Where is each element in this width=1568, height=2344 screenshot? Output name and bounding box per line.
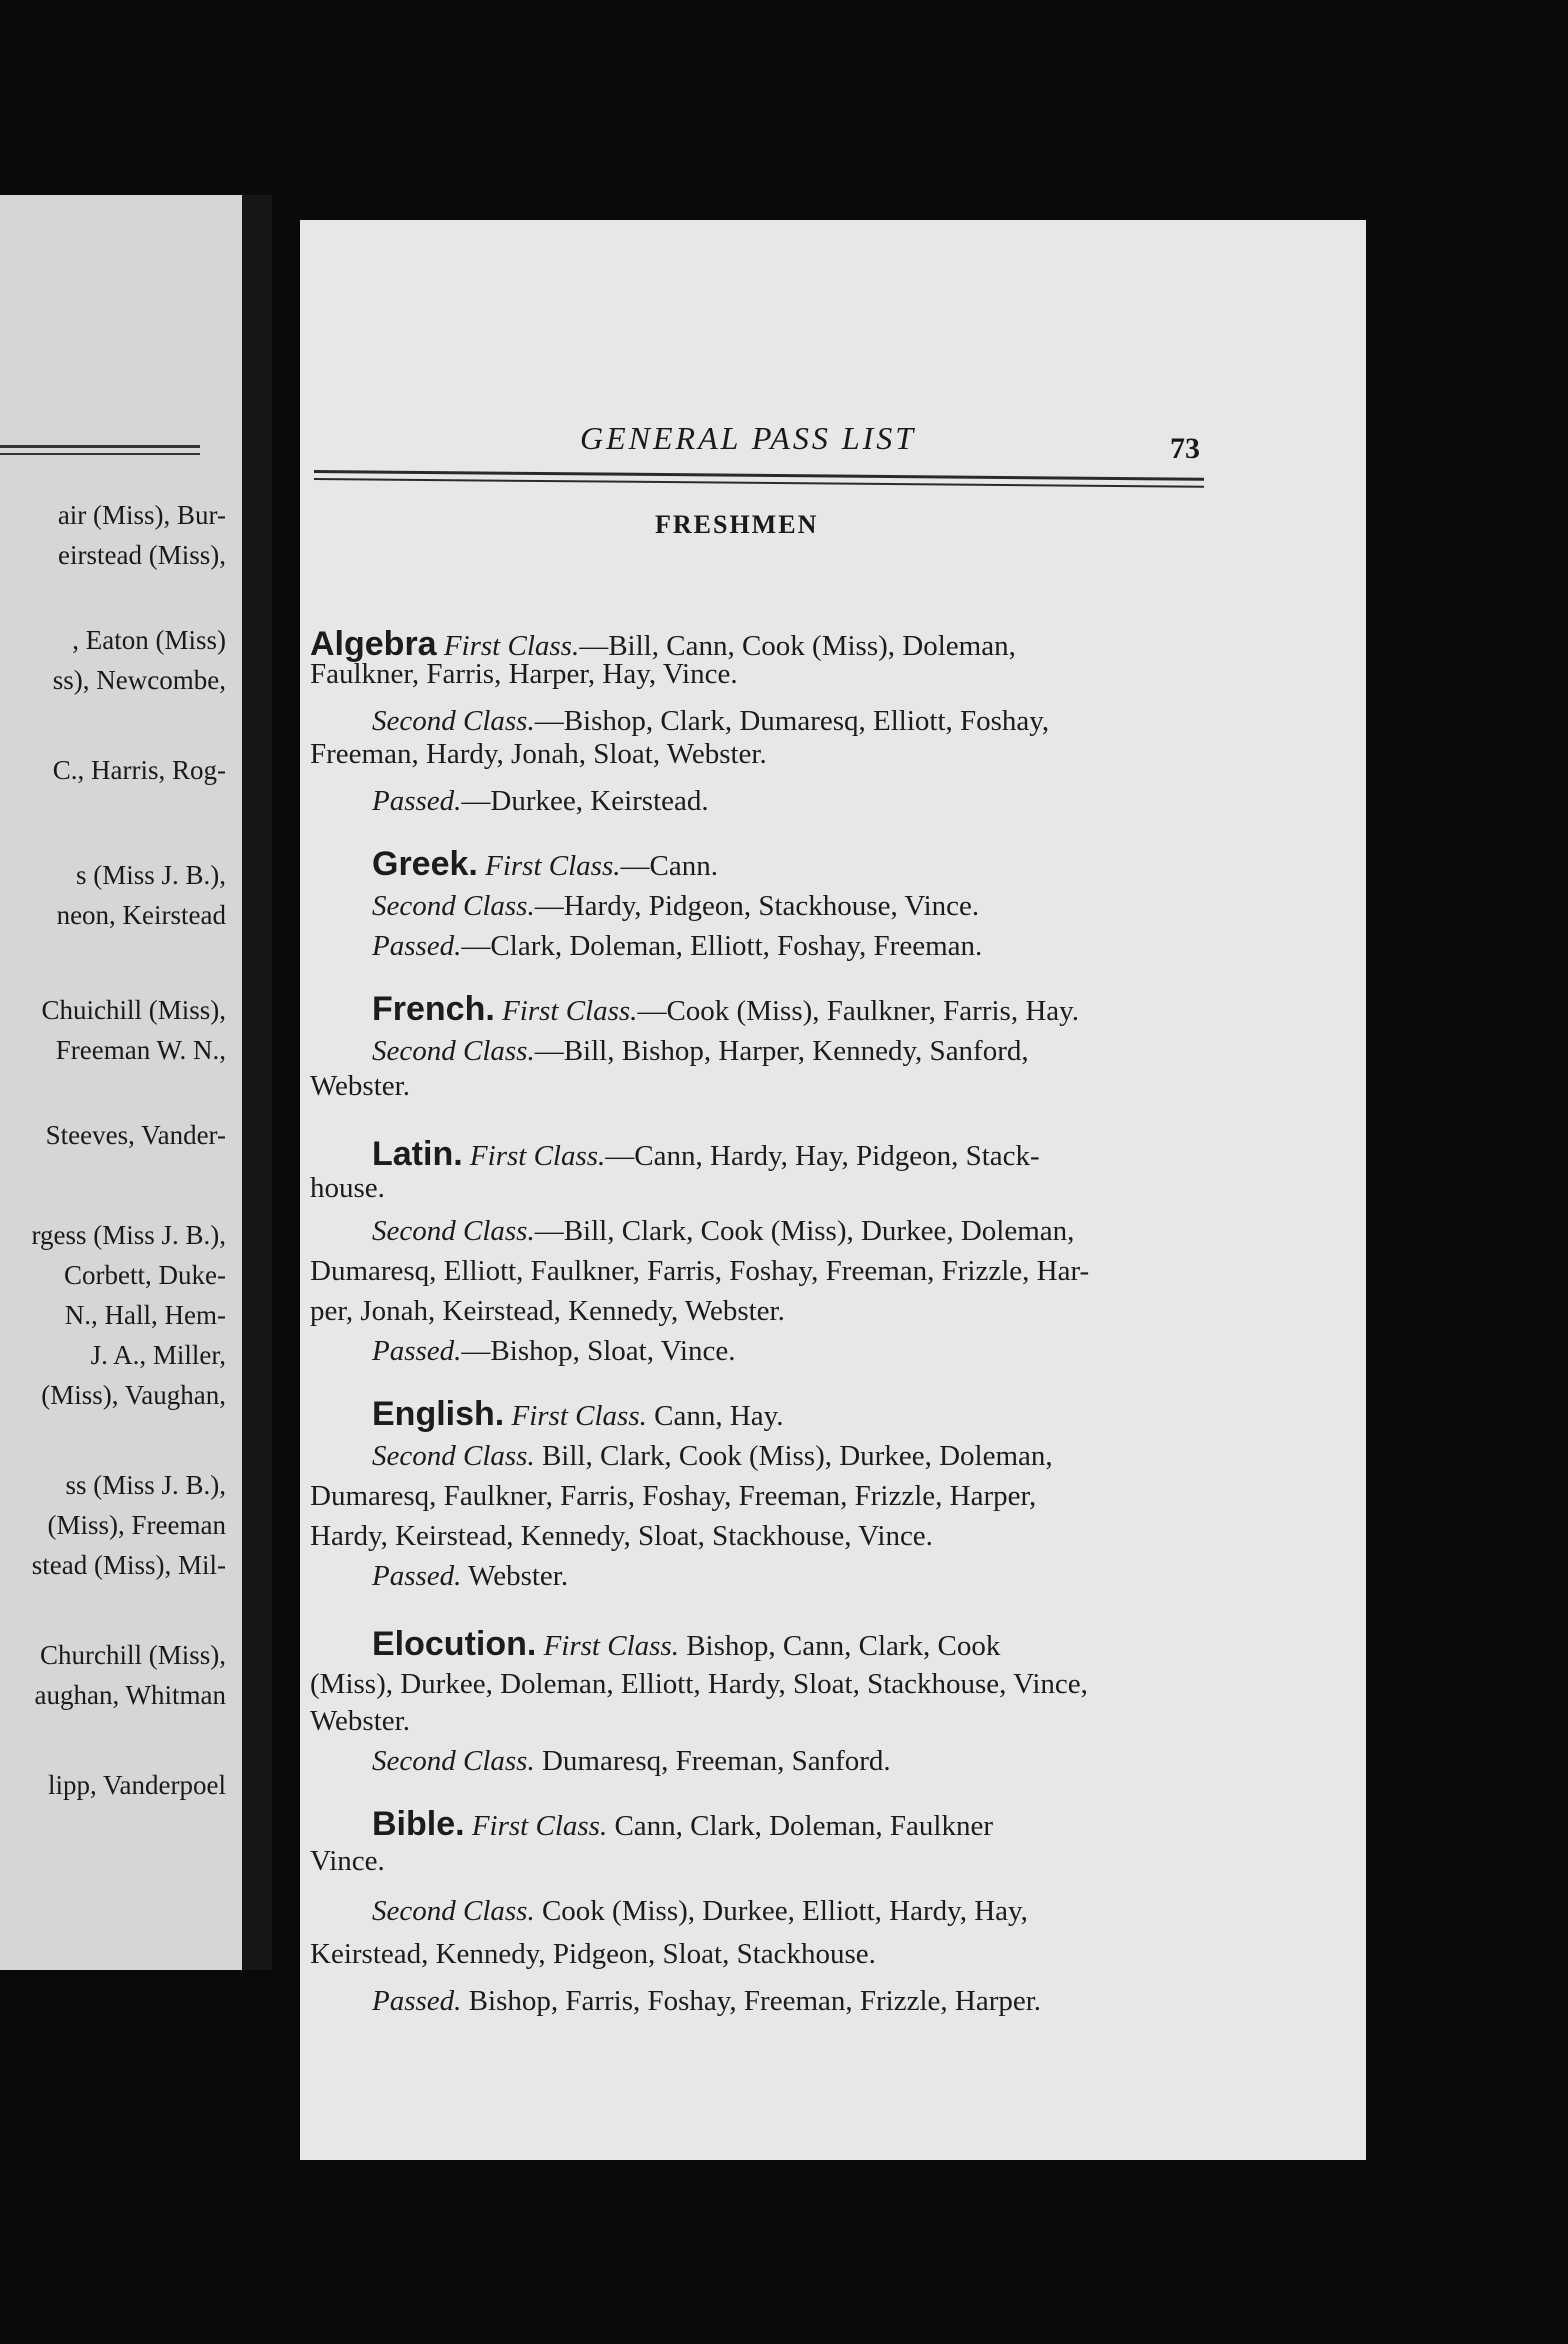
class-label: Passed. [372,1335,462,1367]
name-list: —Cann, Hardy, Hay, Pidgeon, Stack- [605,1140,1040,1172]
name-list: —Clark, Doleman, Elliott, Foshay, Freeman. [461,930,983,962]
left-page-rule [0,453,200,455]
subject-heading-line [372,1135,1040,1174]
list-line [310,1705,410,1738]
name-list: —Durkee, Keirstead. [461,785,709,817]
subject-heading-line [372,1805,993,1844]
subject-heading-line [372,845,718,884]
subject-name: Algebra [310,625,437,663]
class-label: Passed. [372,1985,462,2017]
name-list: Webster. [310,1705,410,1737]
name-list: —Bishop, Clark, Dumaresq, Elliott, Foshay, [534,705,1050,737]
name-list: Freeman, Hardy, Jonah, Sloat, Webster. [310,738,767,770]
list-line [310,658,738,691]
left-page-line: aughan, Whitman [34,1680,226,1710]
name-list: —Cann. [620,850,718,882]
left-page-line: Freeman W. N., [55,1035,226,1065]
list-line [372,1440,1053,1473]
left-page-line: s (Miss J. B.), [75,860,226,890]
class-label: Second Class. [372,1215,535,1247]
left-page-line: lipp, Vanderpoel [48,1770,226,1800]
class-label: First Class. [443,630,580,662]
list-line [372,1895,1028,1928]
section-title: FRESHMEN [655,510,819,539]
left-page-line: ss), Newcombe, [52,665,226,695]
left-page-line: (Miss), Freeman [47,1510,226,1540]
left-page-line: neon, Keirstead [56,900,226,930]
class-label: First Class. [511,1400,647,1432]
class-label: First Class. [485,850,621,882]
name-list: Vince. [310,1845,385,1877]
subject-name: Latin. [372,1135,463,1173]
name-list: Cook (Miss), Durkee, Elliott, Hardy, Hay, [541,1895,1028,1927]
class-label: First Class. [471,1810,608,1842]
name-list: —Cook (Miss), Faulkner, Farris, Hay. [637,995,1080,1027]
left-page-line: C., Harris, Rog- [52,755,226,785]
list-line [310,1520,933,1553]
subject-name: English. [372,1395,505,1433]
list-line [372,1335,735,1368]
list-line [310,1668,1088,1701]
name-list: Faulkner, Farris, Harper, Hay, Vince. [310,658,738,690]
name-list: —Bill, Cann, Cook (Miss), Doleman, [579,630,1016,662]
list-line [372,930,982,963]
list-line [310,1845,385,1878]
left-page-line: ss (Miss J. B.), [65,1470,226,1500]
left-page-line: rgess (Miss J. B.), [31,1220,226,1250]
left-page-line: eirstead (Miss), [58,540,226,570]
left-page-line: stead (Miss), Mil- [31,1550,226,1580]
name-list: —Hardy, Pidgeon, Stackhouse, Vince. [534,890,980,922]
list-line [310,1255,1089,1288]
name-list: Webster. [310,1070,410,1102]
left-page-line: N., Hall, Hem- [64,1300,226,1330]
left-page-line: Chuichill (Miss), [41,995,226,1025]
name-list: per, Jonah, Keirstead, Kennedy, Webster. [310,1295,785,1327]
class-label: Second Class. [372,1440,535,1472]
subject-heading-line [372,990,1079,1029]
running-head: GENERAL PASS LIST [580,420,917,456]
list-line [310,1480,1036,1513]
class-label: First Class. [543,1630,679,1662]
name-list: —Bill, Clark, Cook (Miss), Durkee, Doleman, [534,1215,1075,1247]
name-list: (Miss), Durkee, Doleman, Elliott, Hardy, Sloat, Stackhouse, Vince, [310,1668,1088,1700]
name-list: Webster. [468,1560,569,1592]
list-line [372,1035,1029,1068]
list-line [372,1745,891,1778]
subject-heading-line [372,1625,1000,1664]
list-line [372,1985,1041,2018]
left-page-line: (Miss), Vaughan, [41,1380,226,1410]
name-list: Dumaresq, Freeman, Sanford. [541,1745,891,1777]
left-page [0,195,242,1970]
name-list: Bishop, Farris, Foshay, Freeman, Frizzle, Harper. [468,1985,1042,2017]
list-line [310,1295,785,1328]
list-line [372,705,1049,738]
class-label: Second Class. [372,890,535,922]
subject-heading-line [372,1395,784,1434]
class-label: Second Class. [372,1035,535,1067]
page-number: 73 [1170,432,1200,465]
name-list: Cann, Clark, Doleman, Faulkner [614,1810,993,1842]
list-line [372,1560,568,1593]
right-page [300,220,1366,2160]
class-label: Passed. [372,1560,462,1592]
class-label: First Class. [469,1140,606,1172]
left-page-line: J. A., Miller, [90,1340,226,1370]
name-list: Bishop, Cann, Clark, Cook [686,1630,1001,1662]
name-list: Keirstead, Kennedy, Pidgeon, Sloat, Stackhouse. [310,1938,876,1970]
list-line [372,785,709,818]
left-page-rule [0,445,200,448]
subject-name: Elocution. [372,1625,537,1663]
class-label: Passed. [372,930,462,962]
name-list: Dumaresq, Faulkner, Farris, Foshay, Freeman, Frizzle, Harper, [310,1480,1037,1512]
list-line [310,1938,876,1971]
book-gutter [242,195,272,1970]
left-page-line: Churchill (Miss), [40,1640,226,1670]
left-page-line: air (Miss), Bur- [57,500,226,530]
class-label: Second Class. [372,705,535,737]
subject-name: Bible. [372,1805,465,1843]
list-line [372,1215,1074,1248]
name-list: Dumaresq, Elliott, Faulkner, Farris, Foshay, Freeman, Frizzle, Har- [310,1255,1090,1287]
name-list: house. [310,1172,385,1204]
name-list: Hardy, Keirstead, Kennedy, Sloat, Stackhouse, Vince. [310,1520,933,1552]
class-label: Second Class. [372,1745,535,1777]
name-list: Bill, Clark, Cook (Miss), Durkee, Doleman, [541,1440,1053,1472]
left-page-line: Steeves, Vander- [45,1120,226,1150]
class-label: Passed. [372,785,462,817]
name-list: —Bishop, Sloat, Vince. [461,1335,736,1367]
list-line [372,890,979,923]
subject-name: French. [372,990,495,1028]
class-label: Second Class. [372,1895,535,1927]
left-page-line: , Eaton (Miss) [72,625,226,655]
class-label: First Class. [502,995,638,1027]
list-line [310,1070,410,1103]
left-page-line: Corbett, Duke- [64,1260,226,1290]
name-list: Cann, Hay. [654,1400,784,1432]
list-line [310,738,767,771]
subject-name: Greek. [372,845,478,883]
name-list: —Bill, Bishop, Harper, Kennedy, Sanford, [534,1035,1029,1067]
list-line [310,1172,385,1205]
